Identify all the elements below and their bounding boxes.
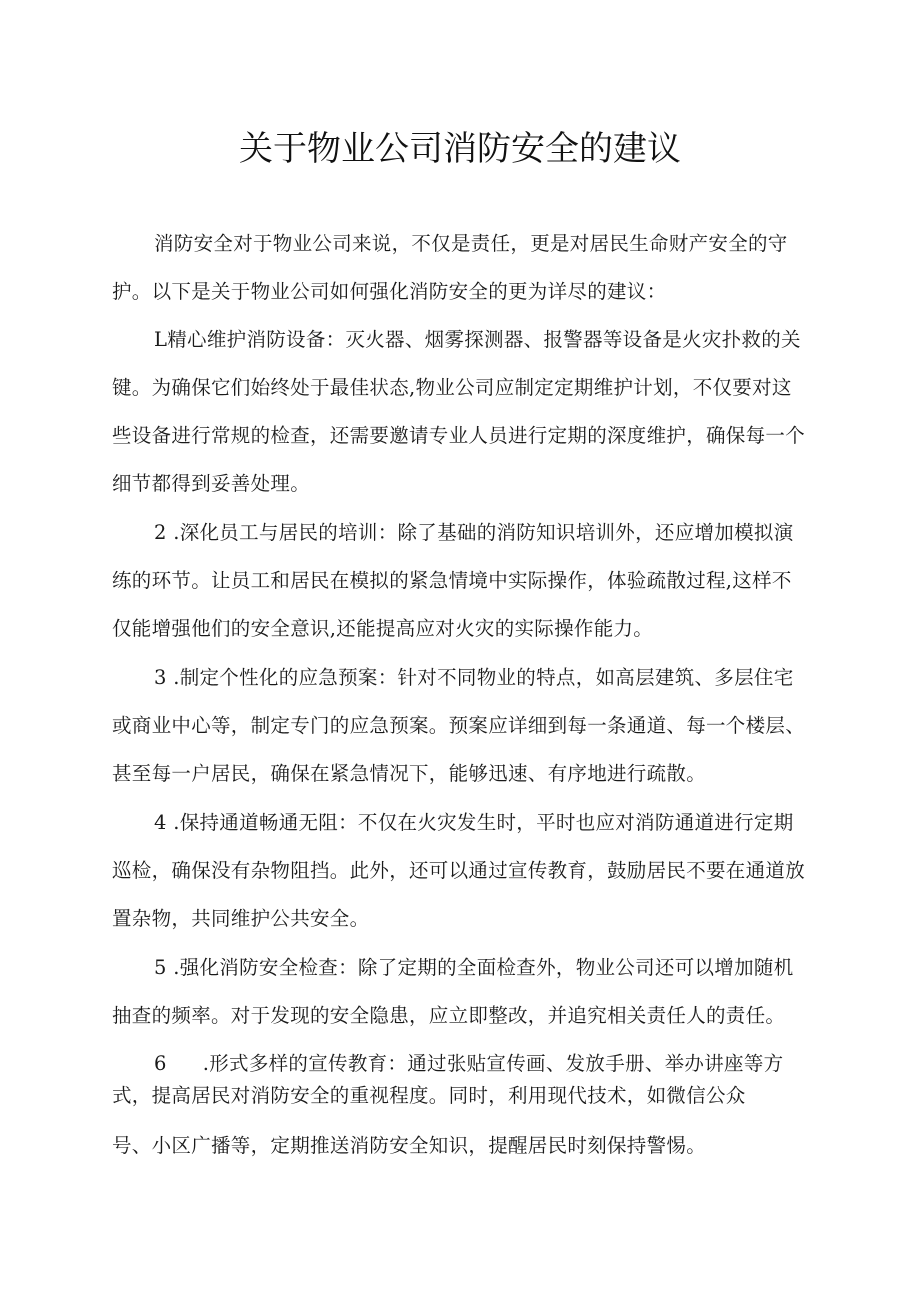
paragraph-item-6-line-3: 号、小区广播等，定期推送消防安全知识，提醒居民时刻保持警惕。 xyxy=(112,1134,707,1157)
paragraph-item-4-line-2: 巡检，确保没有杂物阻挡。此外，还可以通过宣传教育，鼓励居民不要在通道放 xyxy=(112,859,806,882)
paragraph-item-1-line-1: L精心维护消防设备：灭火器、烟雾探测器、报警器等设备是火灾扑救的关 xyxy=(154,328,801,351)
paragraph-item-1-line-4: 细节都得到妥善处理。 xyxy=(112,472,311,495)
paragraph-item-4-line-1: 4 .保持通道畅通无阻：不仅在火灾发生时，平时也应对消防通道进行定期 xyxy=(154,811,794,834)
paragraph-item-1-line-2: 键。为确保它们始终处于最佳状态,物业公司应制定定期维护计划，不仅要对这 xyxy=(112,376,792,399)
paragraph-item-2-line-1: 2 .深化员工与居民的培训：除了基础的消防知识培训外，还应增加模拟演 xyxy=(154,521,794,544)
paragraph-item-2-line-3: 仅能增强他们的安全意识,还能提高应对火灾的实际操作能力。 xyxy=(112,617,654,640)
paragraph-item-6-line-1 xyxy=(154,1050,783,1078)
paragraph-item-4-line-3: 置杂物，共同维护公共安全。 xyxy=(112,907,370,930)
paragraph-intro-line-2: 护。以下是关于物业公司如何强化消防安全的更为详尽的建议： xyxy=(112,280,667,303)
paragraph-item-5-line-1: 5 .强化消防安全检查：除了定期的全面检查外，物业公司还可以增加随机 xyxy=(154,956,794,979)
paragraph-item-6-line-2: 式，提高居民对消防安全的重视程度。同时，利用现代技术，如微信公众 xyxy=(112,1084,746,1107)
paragraph-item-3-line-2: 或商业中心等，制定专门的应急预案。预案应详细到每一条通道、每一个楼层、 xyxy=(112,714,806,737)
paragraph-item-3-line-1: 3 .制定个性化的应急预案：针对不同物业的特点，如高层建筑、多层住宅 xyxy=(154,666,794,689)
paragraph-item-2-line-2: 练的环节。让员工和居民在模拟的紧急情境中实际操作，体验疏散过程,这样不 xyxy=(112,569,792,592)
paragraph-item-1-line-3: 些设备进行常规的检查，还需要邀请专业人员进行定期的深度维护，确保每一个 xyxy=(112,424,806,447)
document-title: 关于物业公司消防安全的建议 xyxy=(239,129,681,169)
paragraph-item-5-line-2: 抽查的频率。对于发现的安全隐患，应立即整改，并追究相关责任人的责任。 xyxy=(112,1004,786,1027)
item-6-number: 6 xyxy=(154,1052,167,1075)
paragraph-item-3-line-3: 甚至每一户居民，确保在紧急情况下，能够迅速、有序地进行疏散。 xyxy=(112,762,707,785)
paragraph-intro-line-1: 消防安全对于物业公司来说，不仅是责任，更是对居民生命财产安全的守 xyxy=(154,232,788,255)
item-6-text: .形式多样的宣传教育：通过张贴宣传画、发放手册、举办讲座等方 xyxy=(202,1052,784,1075)
